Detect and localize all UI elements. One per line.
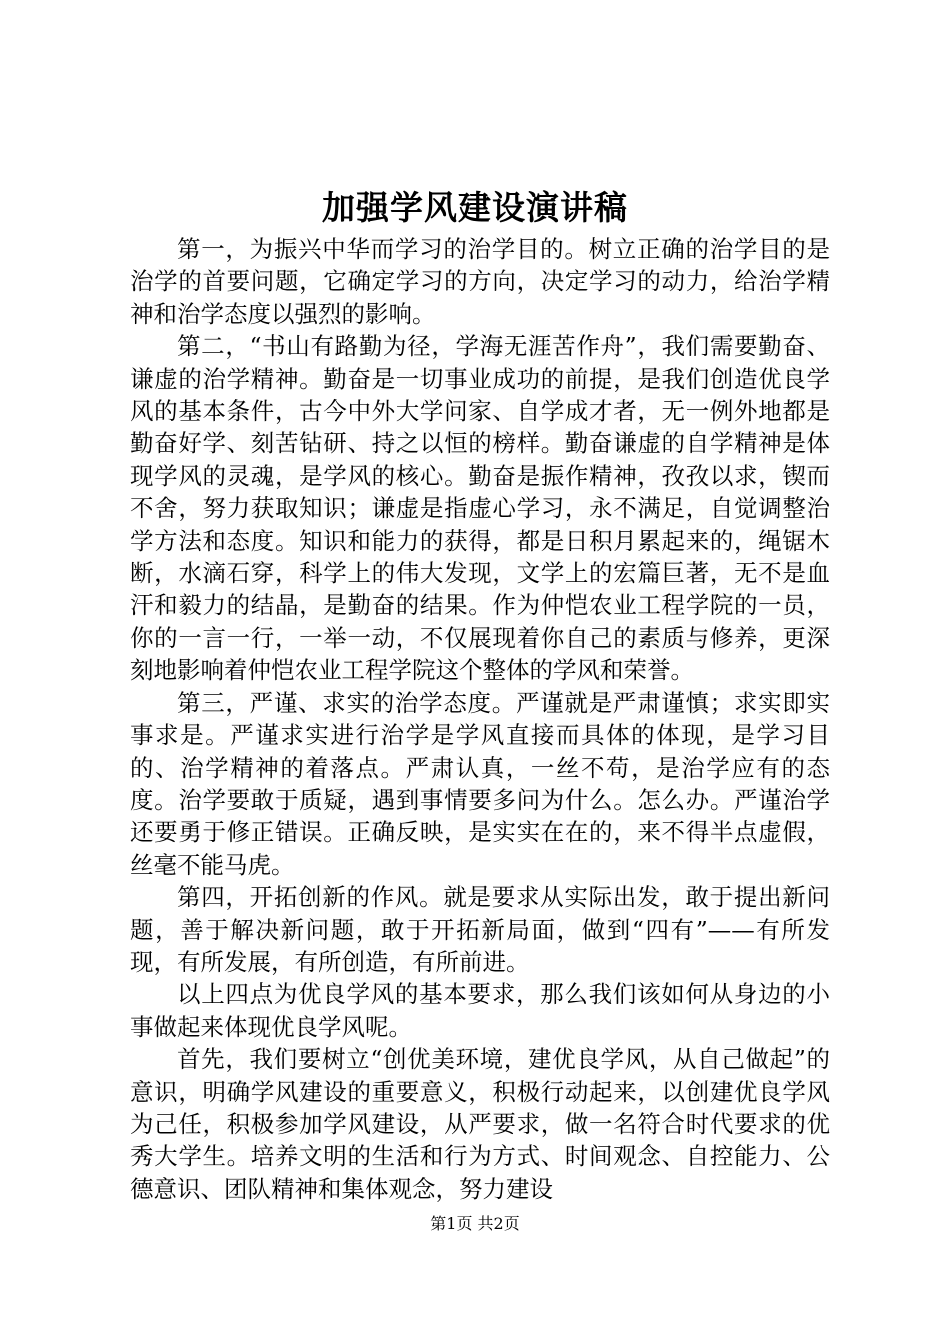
document-body: [130, 233, 830, 1205]
paragraph-5: 以上四点为优良学风的基本要求，那么我们该如何从身边的小事做起来体现优良学风呢。: [130, 980, 830, 1041]
paragraph-4: 第四，开拓创新的作风。就是要求从实际出发，敢于提出新问题，善于解决新问题，敢于开拓新局面，做到“四有”——有所发现，有所发展，有所创造，有所前进。: [130, 883, 830, 976]
document-title: 加强学风建设演讲稿: [322, 188, 628, 227]
paragraph-6: 首先，我们要树立“创优美环境，建优良学风，从自己做起”的意识，明确学风建设的重要意义，积极行动起来，以创建优良学风为己任，积极参加学风建设，从严要求，做一名符合时代要求的优秀大学生。培养文明的生活和行为方式、时间观念、自控能力、公德意识、团队精神和集体观念，努力建设: [130, 1045, 830, 1203]
paragraph-1: 第一，为振兴中华而学习的治学目的。树立正确的治学目的是治学的首要问题，它确定学习的方向，决定学习的动力，给治学精神和治学态度以强烈的影响。: [130, 235, 830, 328]
paragraph-3: 第三，严谨、求实的治学态度。严谨就是严肃谨慎；求实即实事求是。严谨求实进行治学是学风直接而具体的体现，是学习目的、治学精神的着落点。严肃认真，一丝不苟，是治学应有的态度。治学要敢于质疑，遇到事情要多问为什么。怎么办。严谨治学还要勇于修正错误。正确反映，是实实在在的，来不得半点虚假，丝毫不能马虎。: [130, 688, 830, 879]
page-number-footer: 第1页 共2页: [430, 1214, 520, 1233]
paragraph-2: 第二，“书山有路勤为径，学海无涯苦作舟”，我们需要勤奋、谦虚的治学精神。勤奋是一切事业成功的前提，是我们创造优良学风的基本条件，古今中外大学问家、自学成才者，无一例外地都是勤奋好学、刻苦钻研、持之以恒的榜样。勤奋谦虚的自学精神是体现学风的灵魂，是学风的核心。勤奋是振作精神，孜孜以求，锲而不舍，努力获取知识；谦虚是指虚心学习，永不满足，自觉调整治学方法和态度。知识和能力的获得，都是日积月累起来的，绳锯木断，水滴石穿，科学上的伟大发现，文学上的宏篇巨著，无不是血汗和毅力的结晶，是勤奋的结果。作为仲恺农业工程学院的一员，你的一言一行，一举一动，不仅展现着你自己的素质与修养，更深刻地影响着仲恺农业工程学院这个整体的学风和荣誉。: [130, 332, 830, 685]
